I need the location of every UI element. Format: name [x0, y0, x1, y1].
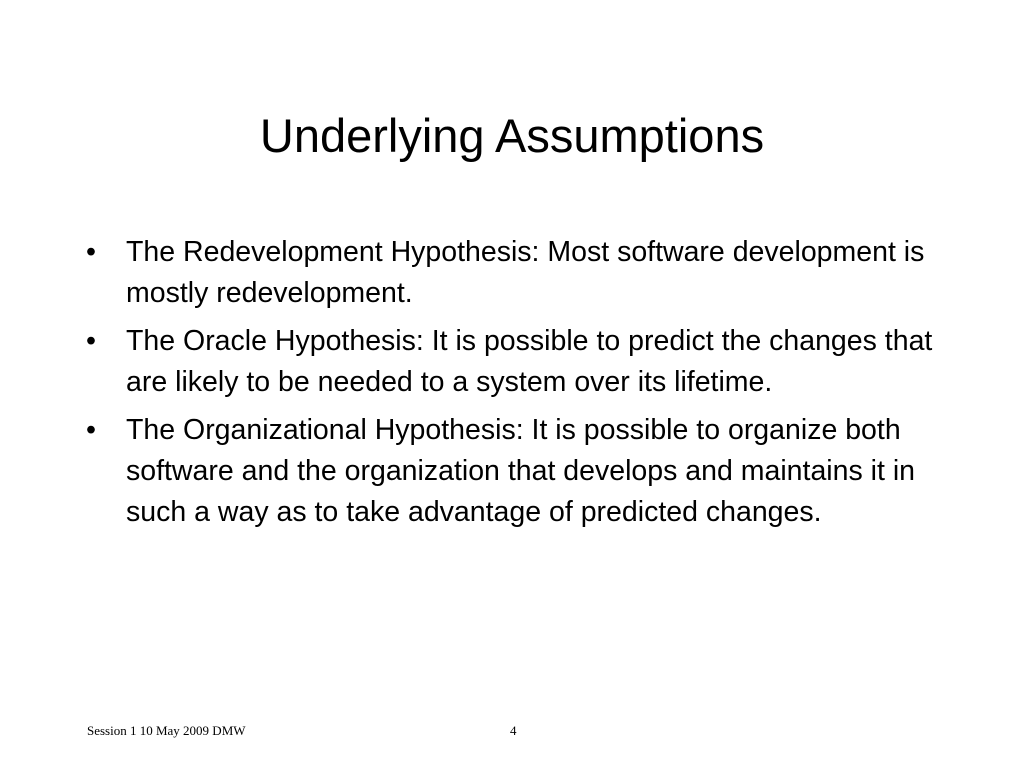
bullet-item	[86, 232, 956, 314]
bullet-item	[86, 410, 956, 533]
bullet-text: The Redevelopment Hypothesis: Most software development is mostly redevelopment.	[126, 236, 925, 309]
bullet-item	[86, 321, 956, 403]
bullet-marker: •	[86, 414, 96, 446]
bullet-marker: •	[86, 236, 96, 268]
bullet-marker: •	[86, 325, 96, 357]
bullet-list	[86, 232, 956, 540]
slide-title: Underlying Assumptions	[259, 109, 765, 162]
footer-page-number: 4	[510, 723, 517, 738]
bullet-text: The Oracle Hypothesis: It is possible to predict the changes that are likely to be needed to a system over its lifetime.	[126, 325, 933, 398]
bullet-text: The Organizational Hypothesis: It is possible to organize both software and the organization that develops and maintains it in such a way as to take advantage of predicted changes.	[126, 414, 915, 528]
footer-session-info: Session 1 10 May 2009 DMW	[87, 723, 246, 738]
